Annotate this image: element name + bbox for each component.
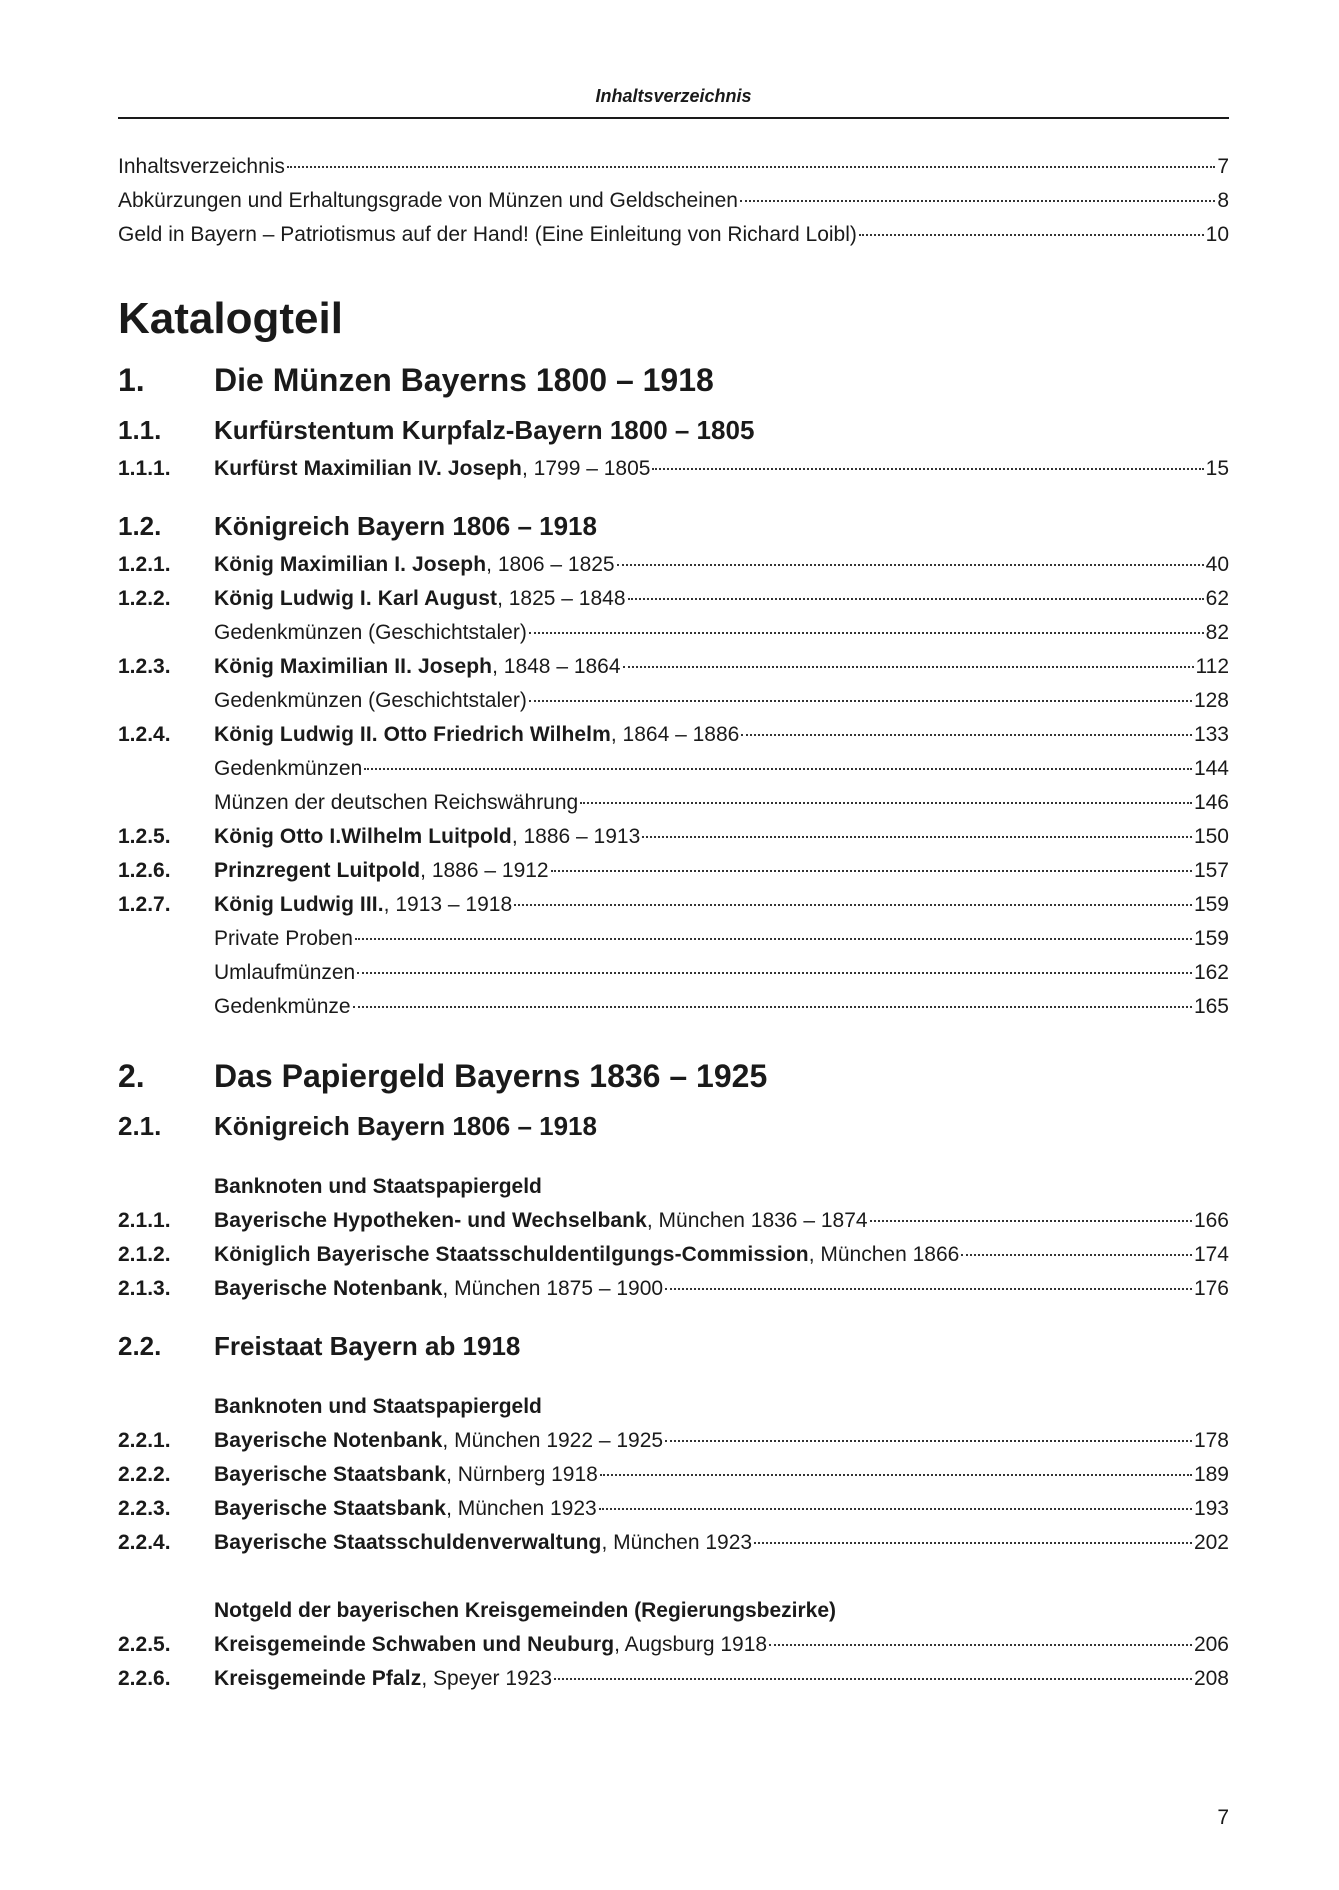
toc-entry-title (214, 888, 512, 922)
dot-leader (628, 578, 1204, 600)
dot-leader (551, 850, 1192, 872)
toc-entry-title-rest: , 1864 – 1886 (610, 723, 740, 746)
toc-entry-number: 2.1.1. (118, 1209, 171, 1232)
toc-entry-title-rest: , München 1866 (808, 1243, 960, 1266)
dot-leader (617, 544, 1204, 566)
toc-entry[interactable] (118, 1204, 1229, 1238)
toc-entry-title-bold: König Otto I.Wilhelm Luitpold (214, 825, 512, 848)
toc-entry-title (214, 1204, 868, 1238)
toc-entry-number: 2.2.2. (118, 1463, 171, 1486)
toc-entry-title-rest: Gedenkmünzen (Geschichtstaler) (214, 689, 527, 712)
spacer (118, 1560, 1229, 1594)
toc-entry-title (214, 1526, 752, 1560)
section-title: Königreich Bayern 1806 – 1918 (214, 1111, 597, 1141)
toc-entry-title-bold: König Ludwig II. Otto Friedrich Wilhelm (214, 723, 611, 746)
section-heading (118, 1104, 1229, 1148)
section-title: Kurfürstentum Kurpfalz-Bayern 1800 – 1805 (214, 415, 755, 445)
toc-entry-page: 40 (1205, 553, 1229, 576)
toc-entry-page: 178 (1193, 1429, 1229, 1452)
part-number: 2. (118, 1058, 145, 1094)
toc-entry-title: Inhaltsverzeichnis (118, 155, 285, 178)
toc-entry-number: 2.2.5. (118, 1633, 171, 1656)
toc-entry-title (214, 1492, 597, 1526)
toc-entry-title-bold: Kreisgemeinde Schwaben und Neuburg (214, 1633, 615, 1656)
part-title: Das Papiergeld Bayerns 1836 – 1925 (214, 1058, 768, 1094)
toc-entry[interactable] (118, 150, 1229, 184)
dot-leader (754, 1522, 1192, 1544)
toc-entry-title (214, 650, 621, 684)
toc-entry[interactable] (118, 548, 1229, 582)
toc-entry-title (214, 854, 549, 888)
toc-entry-title-rest: , Augsburg 1918 (614, 1633, 768, 1656)
toc-entry-title-bold: König Ludwig I. Karl August (214, 587, 498, 610)
entries-1-1 (118, 452, 1229, 486)
section-title: Freistaat Bayern ab 1918 (214, 1331, 521, 1361)
dot-leader (623, 646, 1194, 668)
toc-entry-title-rest: Umlaufmünzen (214, 961, 356, 984)
toc-entry-title-bold: Bayerische Notenbank (214, 1277, 443, 1300)
dot-leader (514, 884, 1192, 906)
toc-entry-title (214, 922, 353, 956)
toc-entry-page: 174 (1193, 1243, 1229, 1266)
dot-leader (665, 1420, 1192, 1442)
toc-entry[interactable] (118, 1458, 1229, 1492)
toc-entry[interactable] (118, 218, 1229, 252)
toc-entry-number: 1.2.7. (118, 893, 171, 916)
toc-entry-number: 2.2.1. (118, 1429, 171, 1452)
part-heading (118, 1048, 1229, 1104)
toc-entry[interactable] (118, 616, 1229, 650)
toc-entry[interactable] (118, 888, 1229, 922)
toc-entry-title-rest: , München 1923 (446, 1497, 597, 1520)
subsection-heading: Banknoten und Staatspapiergeld (214, 1175, 542, 1198)
toc-entry-title: Geld in Bayern – Patriotismus auf der Hand! (Eine Einleitung von Richard Loibl) (118, 223, 857, 246)
dot-leader (580, 782, 1192, 804)
toc-entry-page: 128 (1193, 689, 1229, 712)
entries-2-2-notgeld (118, 1628, 1229, 1696)
toc-entry[interactable] (118, 1628, 1229, 1662)
toc-entry-title (214, 956, 355, 990)
toc-entry[interactable] (118, 582, 1229, 616)
toc-entry-title-rest: , München 1875 – 1900 (442, 1277, 664, 1300)
toc-entry[interactable] (118, 752, 1229, 786)
entries-2-1 (118, 1204, 1229, 1306)
toc-entry-title-rest: , Speyer 1923 (421, 1667, 553, 1690)
toc-entry-number: 2.2.6. (118, 1667, 171, 1690)
spacer (118, 1148, 1229, 1170)
subsection-heading: Notgeld der bayerischen Kreisgemeinden (Regierungsbezirke) (214, 1599, 837, 1622)
dot-leader (287, 146, 1215, 168)
toc-entry-title-rest: , München 1922 – 1925 (442, 1429, 664, 1452)
toc-entry-title (214, 616, 527, 650)
toc-entry-title-bold: Bayerische Staatsschuldenverwaltung (214, 1531, 602, 1554)
toc-entry-title (214, 1272, 663, 1306)
toc-entry-title-rest: Gedenkmünzen (214, 757, 363, 780)
toc-entry-title-rest: Münzen der deutschen Reichswährung (214, 791, 579, 814)
toc-entry-title-bold: König Maximilian II. Joseph (214, 655, 493, 678)
toc-entry-title: Abkürzungen und Erhaltungsgrade von Münzen und Geldscheinen (118, 189, 738, 212)
part-number: 1. (118, 362, 145, 398)
toc-entry-page: 189 (1193, 1463, 1229, 1486)
toc-entry-title-bold: Bayerische Staatsbank (214, 1463, 447, 1486)
dot-leader (740, 180, 1215, 202)
toc-entry-title-rest: Gedenkmünzen (Geschichtstaler) (214, 621, 527, 644)
toc-entry-title (214, 718, 739, 752)
toc-entry-title-bold: Königlich Bayerische Staatsschuldentilgungs-Commission (214, 1243, 809, 1266)
spacer (118, 1024, 1229, 1048)
spacer (118, 1306, 1229, 1324)
toc-entry-title-rest: Gedenkmünze (214, 995, 351, 1018)
toc-entry-page: 62 (1205, 587, 1229, 610)
section-heading (118, 504, 1229, 548)
toc-entry-page: 112 (1195, 655, 1229, 678)
dot-leader (665, 1268, 1192, 1290)
toc-entry-title-rest: Private Proben (214, 927, 353, 950)
toc-entry[interactable] (118, 718, 1229, 752)
toc-entry-page: 146 (1193, 791, 1229, 814)
toc-entry-page: 193 (1193, 1497, 1229, 1520)
toc-entry-number: 1.2.1. (118, 553, 171, 576)
toc-entry[interactable] (118, 820, 1229, 854)
toc-entry-title (214, 1238, 959, 1272)
toc-entry-number: 1.1.1. (118, 457, 171, 480)
dot-leader (353, 986, 1192, 1008)
entries-2-2 (118, 1424, 1229, 1560)
dot-leader (652, 448, 1203, 470)
toc-entry-page: 166 (1193, 1209, 1229, 1232)
toc-entry-page: 159 (1193, 893, 1229, 916)
toc-entry-number: 2.2.3. (118, 1497, 171, 1520)
toc-entry-title (214, 1662, 552, 1696)
dot-leader (741, 714, 1192, 736)
subsection-heading: Banknoten und Staatspapiergeld (214, 1395, 542, 1418)
toc-content (118, 150, 1229, 1696)
section-number: 2.1. (118, 1111, 162, 1141)
toc-entry[interactable] (118, 786, 1229, 820)
toc-entry-number: 1.2.6. (118, 859, 171, 882)
toc-entry-page: 162 (1193, 961, 1229, 984)
toc-entry[interactable] (118, 922, 1229, 956)
toc-entry-title-bold: König Maximilian I. Joseph (214, 553, 487, 576)
toc-entry-title-bold: Bayerische Hypotheken- und Wechselbank (214, 1209, 647, 1232)
toc-entry-title-rest: , 1848 – 1864 (492, 655, 621, 678)
toc-entry-number: 1.2.5. (118, 825, 171, 848)
toc-entry-page: 150 (1193, 825, 1229, 848)
toc-entry-title-rest: , 1886 – 1913 (511, 825, 641, 848)
toc-entry-title (214, 684, 527, 718)
toc-entry-title (214, 1628, 767, 1662)
toc-entry-page: 144 (1193, 757, 1229, 780)
dot-leader (961, 1234, 1192, 1256)
section-heading (118, 408, 1229, 452)
toc-entry-page: 133 (1193, 723, 1229, 746)
toc-entry-page: 15 (1205, 457, 1229, 480)
toc-entry[interactable] (118, 1424, 1229, 1458)
toc-entry-title-bold: Prinzregent Luitpold (214, 859, 421, 882)
entries-1-2 (118, 548, 1229, 1024)
toc-entry-number: 2.2.4. (118, 1531, 171, 1554)
toc-entry[interactable] (118, 650, 1229, 684)
toc-entry-title (214, 990, 351, 1024)
toc-entry-title-rest: , 1806 – 1825 (486, 553, 615, 576)
dot-leader (769, 1624, 1192, 1646)
toc-entry-title-bold: Kurfürst Maximilian IV. Joseph (214, 457, 522, 480)
spacer (118, 1368, 1229, 1390)
dot-leader (554, 1658, 1192, 1680)
dot-leader (870, 1200, 1192, 1222)
toc-entry-page: 159 (1193, 927, 1229, 950)
toc-entry-title (214, 548, 615, 582)
toc-entry-page: 208 (1193, 1667, 1229, 1690)
toc-entry-title (214, 820, 640, 854)
toc-entry-title-bold: Kreisgemeinde Pfalz (214, 1667, 422, 1690)
toc-entry-title (214, 452, 650, 486)
toc-entry-title-rest: , München 1923 (601, 1531, 753, 1554)
dot-leader (599, 1488, 1192, 1510)
toc-entry-page: 10 (1205, 223, 1229, 246)
toc-entry-page: 157 (1193, 859, 1229, 882)
running-header: Inhaltsverzeichnis (595, 86, 752, 106)
dot-leader (642, 816, 1192, 838)
toc-entry-page: 176 (1193, 1277, 1229, 1300)
toc-entry-page: 165 (1193, 995, 1229, 1018)
toc-entry-page: 206 (1193, 1633, 1229, 1656)
toc-entry-title (214, 752, 362, 786)
catalog-title: Katalogteil (118, 294, 343, 343)
toc-entry-title (214, 1458, 598, 1492)
toc-entry-page: 8 (1217, 189, 1229, 212)
toc-entry-title-rest: , 1799 – 1805 (521, 457, 651, 480)
section-number: 1.2. (118, 511, 162, 541)
toc-entry[interactable] (118, 854, 1229, 888)
toc-entry-page: 7 (1217, 155, 1229, 178)
section-heading (118, 1324, 1229, 1368)
section-number: 1.1. (118, 415, 162, 445)
dot-leader (355, 918, 1192, 940)
toc-entry-number: 2.1.3. (118, 1277, 171, 1300)
toc-entry[interactable] (118, 184, 1229, 218)
toc-entry-number: 1.2.3. (118, 655, 171, 678)
part-heading (118, 352, 1229, 408)
page-number: 7 (1217, 1806, 1229, 1829)
toc-entry-title-rest: , 1886 – 1912 (420, 859, 549, 882)
header-rule (118, 117, 1229, 119)
dot-leader (529, 680, 1192, 702)
toc-entry-page: 202 (1193, 1531, 1229, 1554)
toc-entry-number: 1.2.2. (118, 587, 171, 610)
part-title: Die Münzen Bayerns 1800 – 1918 (214, 362, 714, 398)
toc-entry-title-rest: , München 1836 – 1874 (646, 1209, 868, 1232)
toc-entry-title-bold: Bayerische Notenbank (214, 1429, 443, 1452)
toc-entry-page: 82 (1205, 621, 1229, 644)
intro-list (118, 150, 1229, 252)
dot-leader (529, 612, 1204, 634)
section-number: 2.2. (118, 1331, 162, 1361)
section-title: Königreich Bayern 1806 – 1918 (214, 511, 597, 541)
spacer (118, 486, 1229, 504)
toc-entry[interactable] (118, 1272, 1229, 1306)
dot-leader (357, 952, 1192, 974)
toc-entry-number: 1.2.4. (118, 723, 171, 746)
toc-entry[interactable] (118, 1526, 1229, 1560)
toc-entry[interactable] (118, 684, 1229, 718)
toc-entry-number: 2.1.2. (118, 1243, 171, 1266)
toc-entry-title-rest: , 1913 – 1918 (383, 893, 513, 916)
toc-entry[interactable] (118, 1662, 1229, 1696)
toc-entry[interactable] (118, 956, 1229, 990)
dot-leader (364, 748, 1192, 770)
toc-entry-title-rest: , Nürnberg 1918 (446, 1463, 598, 1486)
dot-leader (600, 1454, 1192, 1476)
toc-entry-title-rest: , 1825 – 1848 (497, 587, 626, 610)
toc-entry[interactable] (118, 1238, 1229, 1272)
toc-entry-title-bold: König Ludwig III. (214, 893, 384, 916)
toc-entry[interactable] (118, 990, 1229, 1024)
dot-leader (859, 214, 1204, 236)
toc-entry-title-bold: Bayerische Staatsbank (214, 1497, 447, 1520)
toc-entry-title (214, 1424, 663, 1458)
toc-entry[interactable] (118, 1492, 1229, 1526)
toc-entry-title (214, 786, 578, 820)
toc-entry[interactable] (118, 452, 1229, 486)
toc-entry-title (214, 582, 626, 616)
